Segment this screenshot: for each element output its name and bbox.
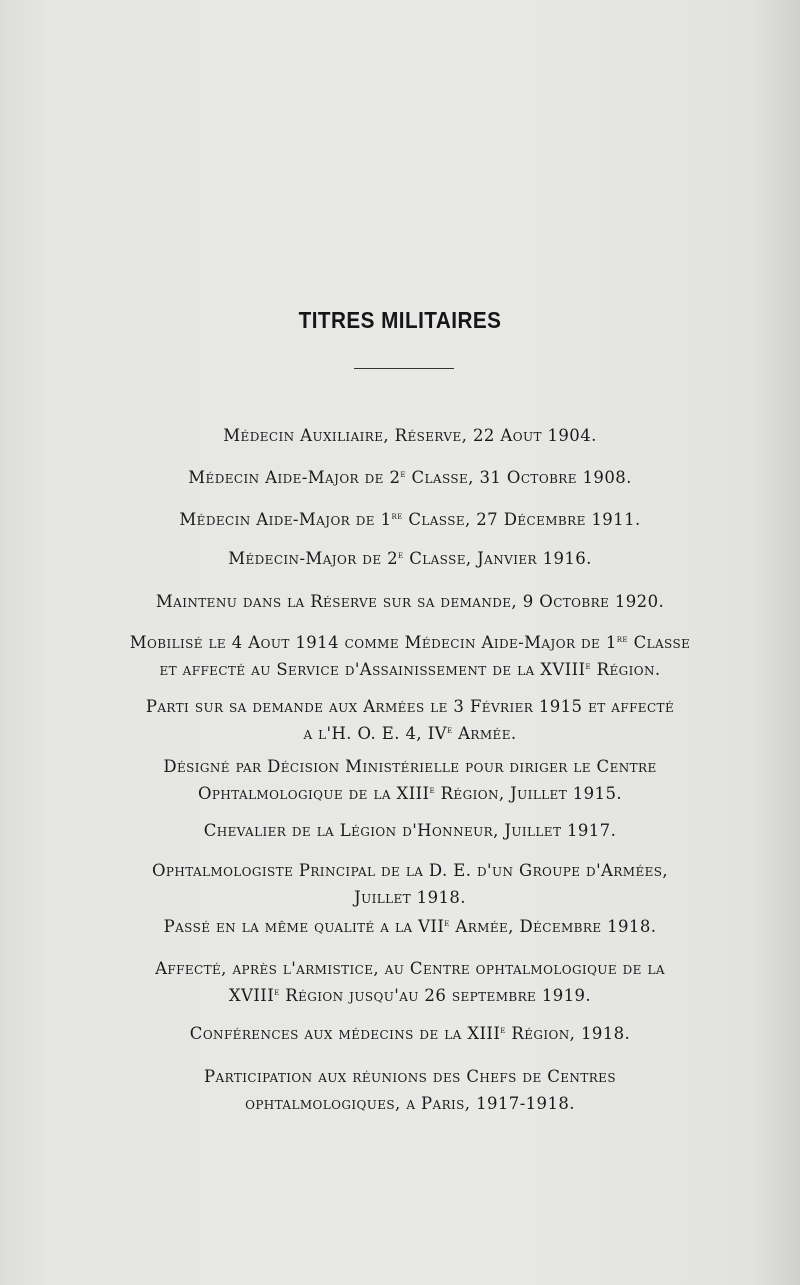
- page-title: TITRES MILITAIRES: [298, 307, 502, 333]
- entry-line: Médecin Aide-Major de 1re Classe, 27 Décembre 1911.: [179, 510, 641, 529]
- entry-line: Médecin Aide-Major de 2e Classe, 31 Octobre 1908.: [188, 468, 632, 487]
- title-entry: [100, 817, 720, 844]
- entry-line: ophtalmologiques, a Paris, 1917-1918.: [245, 1094, 575, 1113]
- title-entry: [100, 588, 720, 615]
- title-entry: [100, 422, 720, 449]
- title-entry: [100, 1020, 720, 1047]
- title-entry: [100, 545, 720, 572]
- entry-line: Désigné par Décision Ministérielle pour diriger le Centre: [163, 757, 657, 776]
- title-entry: [100, 693, 720, 747]
- title-entry: [100, 913, 720, 940]
- entry-line: Ophtalmologiste Principal de la D. E. d'un Groupe d'Armées,: [151, 861, 669, 880]
- entry-line: Mobilisé le 4 Aout 1914 comme Médecin Aide-Major de 1re Classe: [129, 633, 691, 652]
- entry-line: Passé en la même qualité a la VIIe Armée, Décembre 1918.: [163, 917, 657, 936]
- title-divider: [354, 368, 454, 369]
- entry-line: Médecin-Major de 2e Classe, Janvier 1916.: [228, 549, 592, 568]
- title-entry: [100, 955, 720, 1009]
- title-entry: [100, 1063, 720, 1117]
- entry-line: a l'H. O. E. 4, IVe Armée.: [303, 724, 517, 743]
- title-entry: [100, 857, 720, 911]
- entry-line: Conférences aux médecins de la XIIIe Région, 1918.: [189, 1024, 631, 1043]
- entry-line: Maintenu dans la Réserve sur sa demande, 9 Octobre 1920.: [155, 592, 665, 611]
- entry-line: et affecté au Service d'Assainissement de la XVIIIe Région.: [159, 660, 661, 679]
- entry-line: Ophtalmologique de la XIIIe Région, Juillet 1915.: [197, 784, 623, 803]
- entry-line: Chevalier de la Légion d'Honneur, Juillet 1917.: [203, 821, 617, 840]
- title-entry: [100, 629, 720, 683]
- entry-line: Juillet 1918.: [354, 888, 466, 907]
- entry-line: Affecté, après l'armistice, au Centre ophtalmologique de la: [155, 959, 665, 978]
- entry-line: Médecin Auxiliaire, Réserve, 22 Aout 1904.: [223, 426, 597, 445]
- entry-line: XVIIIe Région jusqu'au 26 septembre 1919.: [228, 986, 592, 1005]
- entry-line: Participation aux réunions des Chefs de Centres: [204, 1067, 616, 1086]
- title-entry: [100, 506, 720, 533]
- entry-line: Parti sur sa demande aux Armées le 3 Février 1915 et affecté: [145, 697, 675, 716]
- title-entry: [100, 753, 720, 807]
- title-entry: [100, 464, 720, 491]
